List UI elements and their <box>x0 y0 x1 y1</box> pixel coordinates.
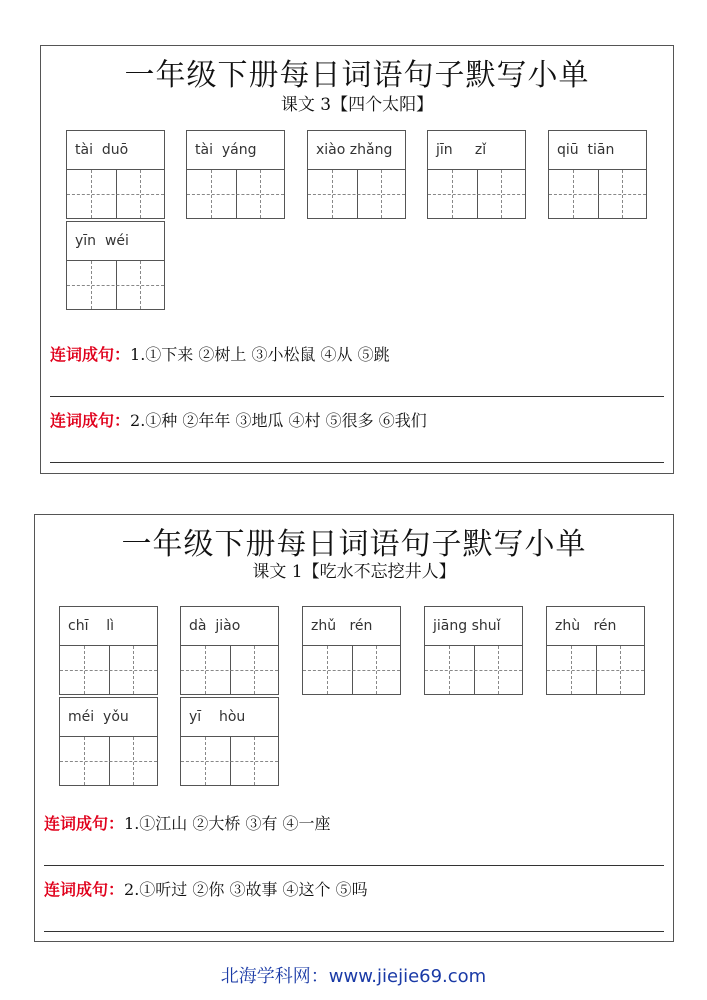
worksheet-card-1 <box>40 45 674 474</box>
pinyin-label: zhù rén <box>547 607 644 646</box>
writing-box[interactable] <box>546 606 645 695</box>
writing-box[interactable] <box>59 697 158 786</box>
writing-box[interactable] <box>180 606 279 695</box>
writing-box[interactable] <box>424 606 523 695</box>
writing-box[interactable] <box>66 221 165 310</box>
worksheet-card-2 <box>34 514 674 942</box>
pinyin-label: dà jiào <box>181 607 278 646</box>
prompt-label: 连词成句： <box>44 880 125 899</box>
writing-box[interactable] <box>427 130 526 219</box>
lesson-title: 课文 3【四个太阳】 <box>280 95 434 115</box>
writing-box[interactable] <box>302 606 401 695</box>
sentence-prompt-1 <box>44 811 331 834</box>
prompt-words: 1.①下来 ②树上 ③小松鼠 ④从 ⑤跳 <box>130 345 390 364</box>
sentence-prompt-1 <box>50 342 390 365</box>
sentence-prompt-2 <box>50 408 427 431</box>
lesson-title: 课文 1【吃水不忘挖井人】 <box>252 562 456 582</box>
writing-box[interactable] <box>66 130 165 219</box>
writing-box[interactable] <box>307 130 406 219</box>
prompt-words: 1.①江山 ②大桥 ③有 ④一座 <box>124 814 331 833</box>
prompt-words: 2.①听过 ②你 ③故事 ④这个 ⑤吗 <box>124 880 368 899</box>
pinyin-label: méi yǒu <box>60 698 157 737</box>
sheet-title: 一年级下册每日词语句子默写小单 <box>124 58 590 93</box>
writing-box[interactable] <box>180 697 279 786</box>
pinyin-label: zhǔ rén <box>303 607 400 646</box>
writing-box[interactable] <box>548 130 647 219</box>
pinyin-label: tài yáng <box>187 131 284 170</box>
writing-box[interactable] <box>59 606 158 695</box>
prompt-label: 连词成句： <box>50 345 131 364</box>
answer-line[interactable] <box>44 931 664 932</box>
sheet-title: 一年级下册每日词语句子默写小单 <box>121 527 587 562</box>
footer-watermark: 北海学科网：www.jiejie69.com <box>220 966 487 987</box>
pinyin-label: jiāng shuǐ <box>425 607 522 646</box>
pinyin-label: qiū tiān <box>549 131 646 170</box>
prompt-words: 2.①种 ②年年 ③地瓜 ④村 ⑤很多 ⑥我们 <box>130 411 427 430</box>
pinyin-label: xiào zhǎng <box>308 131 405 170</box>
pinyin-label: tài duō <box>67 131 164 170</box>
pinyin-label: chī lì <box>60 607 157 646</box>
writing-box[interactable] <box>186 130 285 219</box>
pinyin-label: yīn wéi <box>67 222 164 261</box>
prompt-label: 连词成句： <box>44 814 125 833</box>
pinyin-label: yī hòu <box>181 698 278 737</box>
pinyin-label: jīn zǐ <box>428 131 525 170</box>
prompt-label: 连词成句： <box>50 411 131 430</box>
sentence-prompt-2 <box>44 877 368 900</box>
answer-line[interactable] <box>50 462 664 463</box>
answer-line[interactable] <box>44 865 664 866</box>
answer-line[interactable] <box>50 396 664 397</box>
